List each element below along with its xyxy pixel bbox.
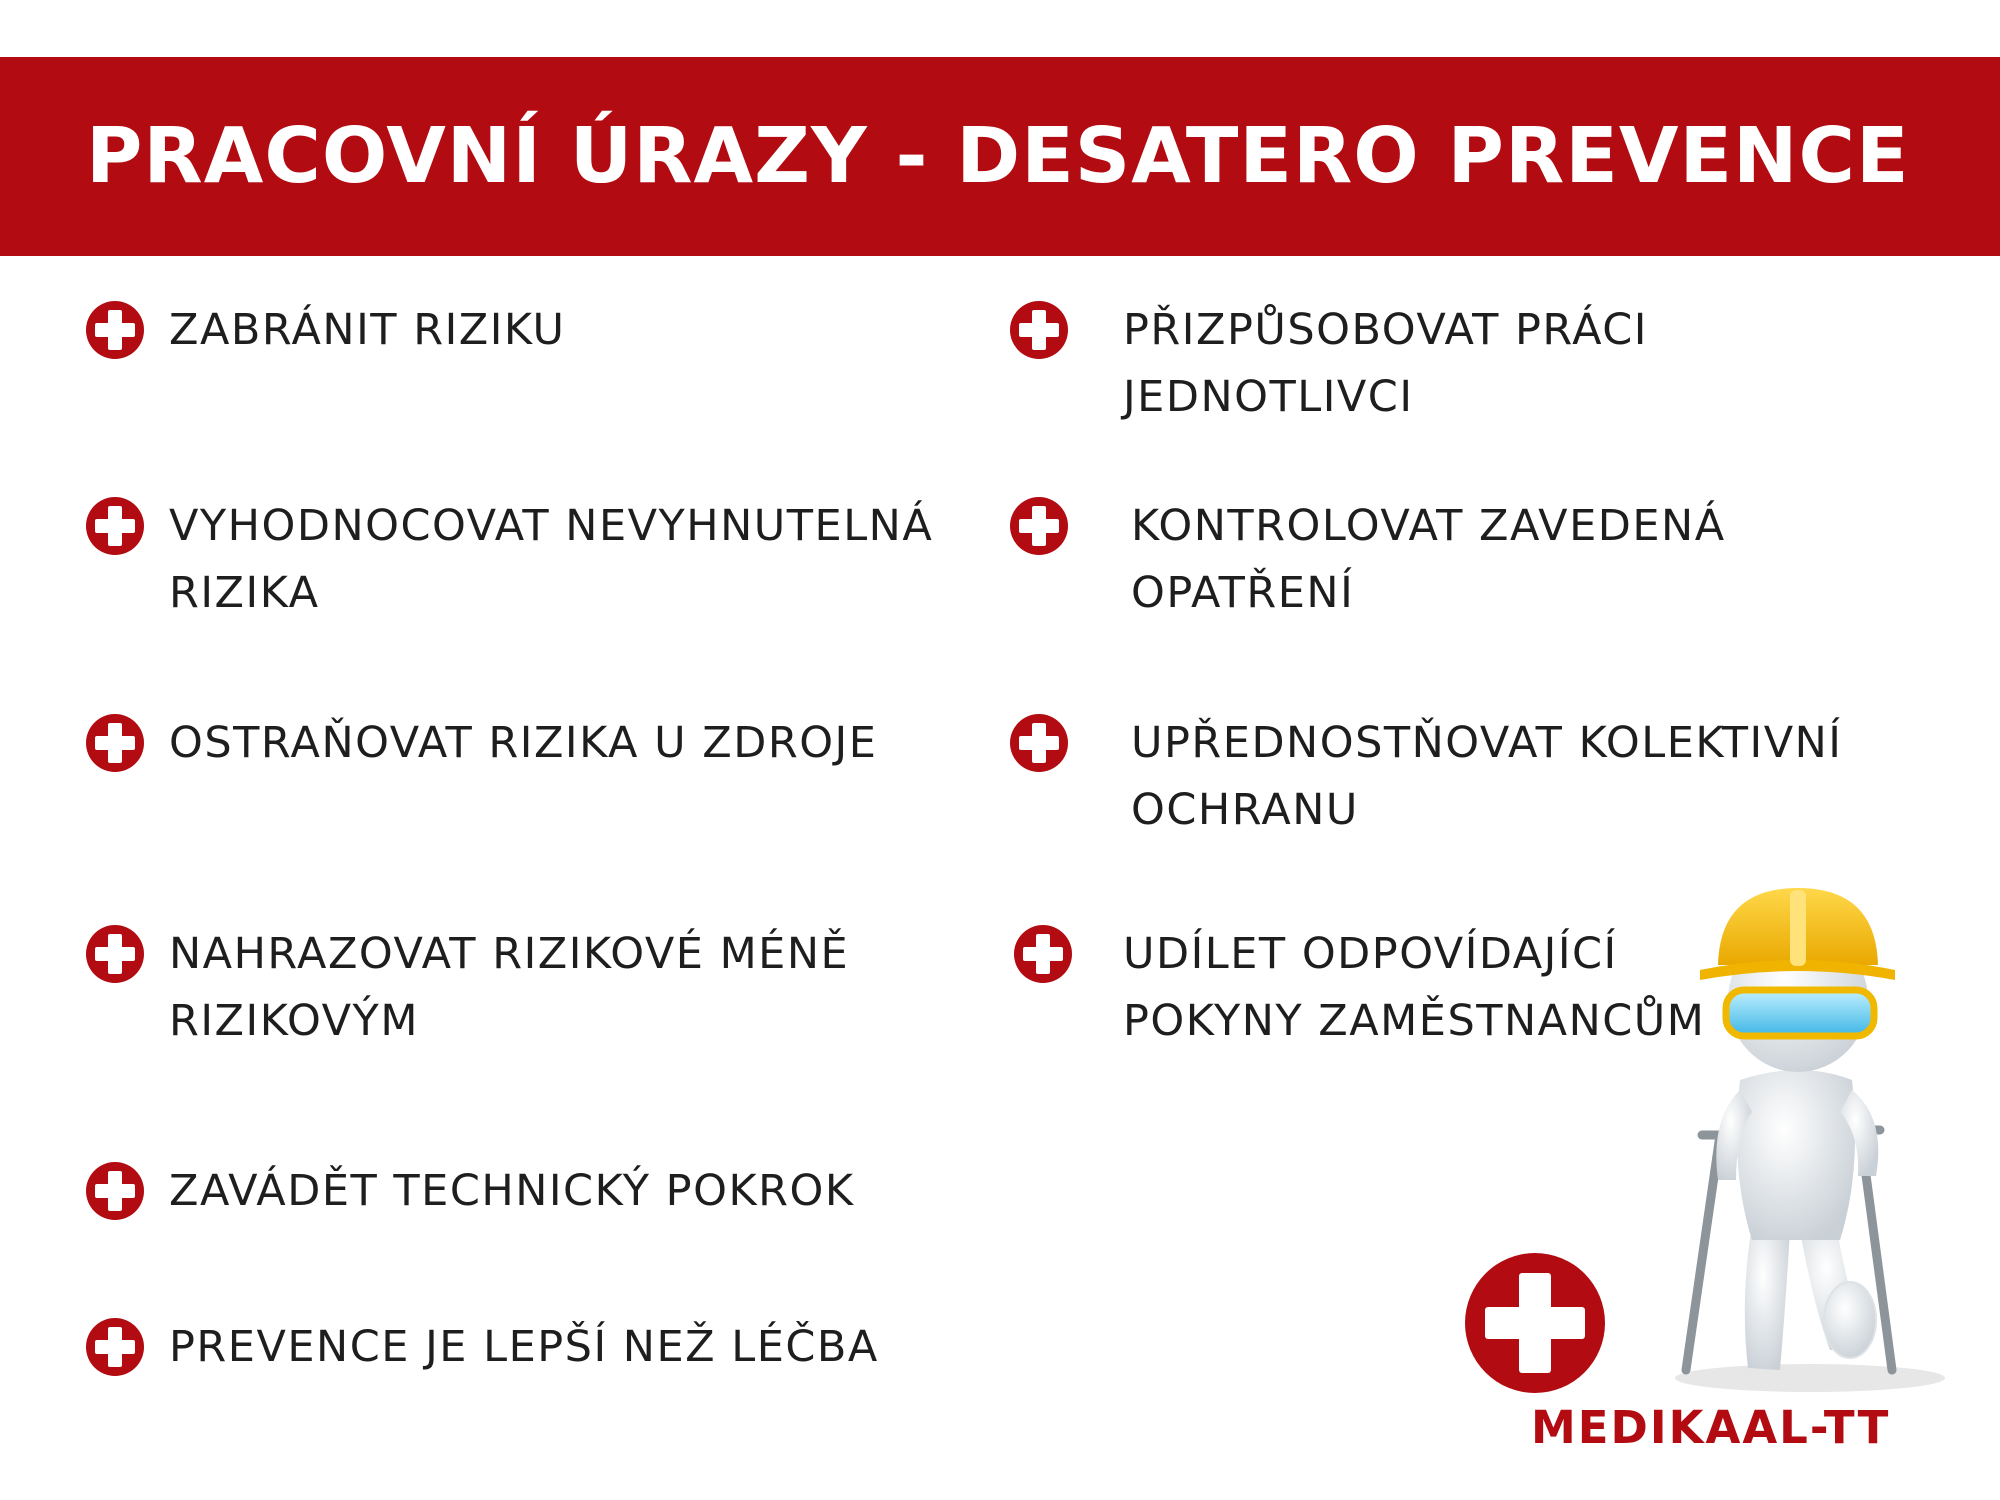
- item-text-line: POKYNY ZAMĚSTNANCŮM: [1123, 996, 1706, 1046]
- plus-circle-icon: [1014, 925, 1072, 983]
- item-text-line: RIZIKOVÝM: [169, 996, 419, 1046]
- item-text-line: OSTRAŇOVAT RIZIKA U ZDROJE: [169, 718, 878, 768]
- item-text-line: NAHRAZOVAT RIZIKOVÉ MÉNĚ: [169, 929, 850, 979]
- item-text-line: PŘIZPŮSOBOVAT PRÁCI: [1123, 305, 1648, 355]
- item-text-line: UDÍLET ODPOVÍDAJÍCÍ: [1123, 929, 1618, 979]
- page-title: PRACOVNÍ ÚRAZY - DESATERO PREVENCE: [86, 112, 1910, 201]
- item-text-line: PREVENCE JE LEPŠÍ NEŽ LÉČBA: [169, 1322, 879, 1372]
- item-text-line: VYHODNOCOVAT NEVYHNUTELNÁ: [169, 501, 934, 551]
- item-text-line: OCHRANU: [1131, 785, 1359, 835]
- injured-worker-with-crutches-icon: [1640, 880, 1970, 1400]
- item-text-line: UPŘEDNOSTŇOVAT KOLEKTIVNÍ: [1131, 718, 1843, 768]
- plus-circle-icon: [86, 497, 144, 555]
- plus-circle-icon: [86, 1162, 144, 1220]
- title-banner: [0, 57, 2000, 256]
- item-text-line: ZABRÁNIT RIZIKU: [169, 305, 566, 355]
- plus-circle-icon: [86, 925, 144, 983]
- item-text-line: OPATŘENÍ: [1131, 568, 1355, 618]
- plus-circle-icon: [86, 714, 144, 772]
- item-text-line: KONTROLOVAT ZAVEDENÁ: [1131, 501, 1726, 551]
- plus-circle-icon: [1010, 714, 1068, 772]
- plus-circle-icon: [1010, 301, 1068, 359]
- brand-name: MEDIKAAL-TT: [1531, 1401, 1891, 1454]
- item-text-line: JEDNOTLIVCI: [1123, 372, 1414, 422]
- medical-cross-icon: [1465, 1253, 1605, 1393]
- plus-circle-icon: [86, 1318, 144, 1376]
- plus-circle-icon: [1010, 497, 1068, 555]
- item-text-line: RIZIKA: [169, 568, 320, 618]
- item-text-line: ZAVÁDĚT TECHNICKÝ POKROK: [169, 1166, 855, 1216]
- plus-circle-icon: [86, 301, 144, 359]
